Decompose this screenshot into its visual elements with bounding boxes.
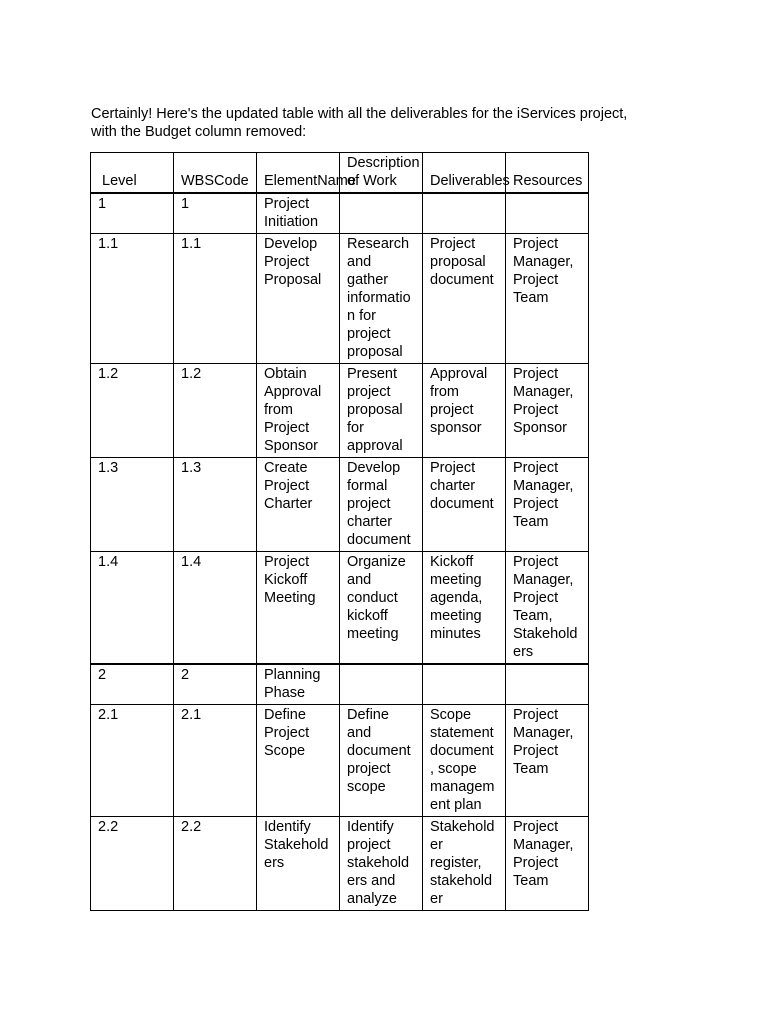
cell-element-name	[257, 364, 340, 458]
cell-description	[340, 664, 423, 705]
header-wbs-code	[174, 153, 257, 194]
table-row	[91, 458, 589, 552]
cell-text-line: Sponsor	[264, 438, 319, 454]
cell-deliverables	[423, 705, 506, 817]
cell-text-line: Project	[513, 460, 559, 476]
cell-text-line: er	[430, 891, 443, 907]
cell-text-line: Manager,	[513, 254, 574, 270]
cell-text-line: Define	[264, 707, 306, 723]
cell-text-line: Proposal	[264, 272, 322, 288]
cell-text-line: Develop	[264, 236, 318, 252]
cell-text-line: gather	[347, 272, 389, 288]
cell-text-line: n for	[347, 308, 377, 324]
cell-text-line: Develop	[347, 460, 401, 476]
cell-deliverables	[423, 664, 506, 705]
header-description	[340, 153, 423, 194]
cell-resources	[506, 234, 589, 364]
cell-text-line: charter	[347, 514, 393, 530]
cell-text-line: 1.4	[98, 554, 119, 570]
cell-text-line: 2.2	[181, 819, 202, 835]
cell-text-line: Project	[513, 590, 559, 606]
cell-text-line: Kickoff	[430, 554, 474, 570]
cell-text-line: from	[430, 384, 459, 400]
cell-text-line: Project	[513, 819, 559, 835]
cell-level	[91, 705, 174, 817]
cell-deliverables	[423, 364, 506, 458]
header-text-line: es	[494, 173, 510, 189]
cell-element-name	[257, 705, 340, 817]
cell-text-line: Team,	[513, 608, 553, 624]
cell-text-line: approval	[347, 438, 403, 454]
cell-text-line: Initiation	[264, 214, 319, 230]
cell-level	[91, 552, 174, 665]
cell-element-name	[257, 552, 340, 665]
cell-level	[91, 817, 174, 911]
cell-text-line: 2.1	[98, 707, 119, 723]
cell-text-line: agenda,	[430, 590, 483, 606]
table-row	[91, 817, 589, 911]
cell-wbs-code	[174, 364, 257, 458]
cell-text-line: Project	[513, 743, 559, 759]
header-text-line: Descriptio	[347, 155, 412, 171]
cell-text-line: Team	[513, 873, 549, 889]
cell-text-line: analyze	[347, 891, 397, 907]
cell-text-line: Identify	[264, 819, 311, 835]
cell-text-line: Identify	[347, 819, 394, 835]
cell-text-line: 2	[98, 667, 107, 683]
cell-level	[91, 234, 174, 364]
cell-text-line: 1.4	[181, 554, 202, 570]
cell-text-line: document	[430, 743, 494, 759]
cell-text-line: Approval	[264, 384, 322, 400]
cell-text-line: document	[430, 272, 494, 288]
cell-text-line: 2.2	[98, 819, 119, 835]
cell-text-line: 2.1	[181, 707, 202, 723]
cell-text-line: project	[347, 837, 391, 853]
cell-text-line: 1	[98, 196, 107, 212]
cell-text-line: Manager,	[513, 725, 574, 741]
cell-text-line: Project	[513, 402, 559, 418]
cell-text-line: for	[347, 420, 364, 436]
cell-description	[340, 234, 423, 364]
intro-line-2: with the Budget column removed:	[91, 124, 307, 140]
cell-text-line: and	[347, 572, 372, 588]
cell-text-line: Approval	[430, 366, 488, 382]
header-text-line: Level	[102, 173, 137, 189]
cell-wbs-code	[174, 193, 257, 234]
header-row	[91, 153, 589, 194]
cell-text-line: Project	[513, 855, 559, 871]
cell-text-line: document	[430, 496, 494, 512]
cell-element-name	[257, 458, 340, 552]
cell-text-line: Project	[264, 196, 310, 212]
cell-wbs-code	[174, 817, 257, 911]
cell-text-line: Scope	[430, 707, 472, 723]
cell-description	[340, 458, 423, 552]
cell-text-line: document	[347, 532, 411, 548]
cell-element-name	[257, 664, 340, 705]
cell-text-line: 1.2	[98, 366, 119, 382]
cell-text-line: meeting	[347, 626, 399, 642]
cell-level	[91, 193, 174, 234]
cell-text-line: stakehold	[430, 873, 493, 889]
cell-element-name	[257, 234, 340, 364]
cell-description	[340, 193, 423, 234]
cell-resources	[506, 193, 589, 234]
wbs-table-header	[91, 153, 589, 194]
cell-resources	[506, 552, 589, 665]
cell-text-line: Research	[347, 236, 410, 252]
intro-paragraph	[91, 105, 691, 141]
header-text-line: n of Work	[347, 155, 420, 189]
cell-description	[340, 705, 423, 817]
cell-text-line: Meeting	[264, 590, 316, 606]
header-deliverables	[423, 153, 510, 194]
cell-element-name	[257, 817, 340, 911]
cell-text-line: er	[430, 837, 443, 853]
cell-text-line: kickoff	[347, 608, 388, 624]
cell-text-line: charter	[430, 478, 476, 494]
cell-text-line: Project	[513, 707, 559, 723]
cell-resources	[506, 364, 589, 458]
cell-text-line: Create	[264, 460, 308, 476]
header-text-line: s	[575, 173, 583, 189]
cell-text-line: Manager,	[513, 572, 574, 588]
cell-text-line: and	[347, 254, 372, 270]
cell-text-line: Team	[513, 761, 549, 777]
cell-wbs-code	[174, 458, 257, 552]
cell-text-line: Manager,	[513, 837, 574, 853]
cell-text-line: Project	[430, 236, 476, 252]
cell-deliverables	[423, 817, 506, 911]
cell-text-line: 1.1	[181, 236, 202, 252]
cell-text-line: meeting	[430, 608, 482, 624]
cell-text-line: sponsor	[430, 420, 482, 436]
cell-text-line: Project	[513, 236, 559, 252]
cell-deliverables	[423, 458, 506, 552]
cell-text-line: Stakehold	[513, 626, 578, 642]
cell-text-line: 1.3	[181, 460, 202, 476]
cell-text-line: proposal	[347, 344, 403, 360]
cell-deliverables	[423, 193, 506, 234]
cell-text-line: project	[347, 384, 391, 400]
header-resources	[506, 153, 589, 194]
cell-text-line: Project	[264, 725, 310, 741]
cell-text-line: Phase	[264, 685, 306, 701]
cell-text-line: Project	[430, 460, 476, 476]
cell-text-line: 2	[181, 667, 190, 683]
cell-text-line: Charter	[264, 496, 313, 512]
cell-text-line: proposal	[347, 402, 403, 418]
table-row	[91, 364, 589, 458]
cell-level	[91, 458, 174, 552]
cell-text-line: Present	[347, 366, 397, 382]
cell-text-line: Team	[513, 290, 549, 306]
cell-deliverables	[423, 234, 506, 364]
cell-text-line: project	[347, 496, 391, 512]
cell-text-line: conduct	[347, 590, 398, 606]
cell-text-line: document	[347, 743, 411, 759]
cell-description	[340, 817, 423, 911]
header-level	[91, 153, 174, 194]
cell-text-line: meeting	[430, 572, 482, 588]
cell-text-line: proposal	[430, 254, 486, 270]
cell-text-line: ers and	[347, 873, 396, 889]
cell-text-line: Team	[513, 514, 549, 530]
cell-text-line: Planning	[264, 667, 321, 683]
header-text-line: Code	[214, 173, 249, 189]
cell-text-line: Stakehold	[264, 837, 329, 853]
phase-row	[91, 664, 589, 705]
cell-text-line: register,	[430, 855, 482, 871]
cell-text-line: Kickoff	[264, 572, 308, 588]
cell-wbs-code	[174, 664, 257, 705]
header-text-line: Deliverabl	[430, 173, 495, 189]
intro-line-1: Certainly! Here's the updated table with all the deliverables for the iServices project,	[91, 106, 628, 122]
cell-resources	[506, 817, 589, 911]
cell-text-line: , scope	[430, 761, 477, 777]
cell-deliverables	[423, 552, 506, 665]
cell-resources	[506, 705, 589, 817]
cell-element-name	[257, 193, 340, 234]
cell-text-line: Project	[264, 420, 310, 436]
cell-text-line: Organize	[347, 554, 406, 570]
header-element-name	[257, 153, 356, 194]
cell-text-line: Sponsor	[513, 420, 568, 436]
cell-text-line: 1.1	[98, 236, 119, 252]
cell-level	[91, 364, 174, 458]
cell-text-line: Project	[264, 254, 310, 270]
wbs-table	[90, 152, 589, 911]
cell-text-line: and	[347, 725, 372, 741]
header-text-line: Element	[264, 173, 318, 189]
cell-text-line: ent plan	[430, 797, 482, 813]
table-row	[91, 234, 589, 364]
cell-text-line: Stakehold	[430, 819, 495, 835]
cell-text-line: Obtain	[264, 366, 307, 382]
cell-text-line: minutes	[430, 626, 481, 642]
table-row	[91, 552, 589, 665]
cell-text-line: from	[264, 402, 293, 418]
table-row	[91, 705, 589, 817]
cell-text-line: Define	[347, 707, 389, 723]
header-text-line: Name	[317, 173, 356, 189]
cell-text-line: Project	[513, 554, 559, 570]
cell-text-line: stakehold	[347, 855, 410, 871]
header-text-line: WBS	[181, 173, 215, 189]
cell-text-line: Project	[513, 496, 559, 512]
cell-text-line: Manager,	[513, 384, 574, 400]
cell-text-line: scope	[347, 779, 386, 795]
phase-row	[91, 193, 589, 234]
cell-text-line: managem	[430, 779, 495, 795]
cell-wbs-code	[174, 705, 257, 817]
cell-level	[91, 664, 174, 705]
cell-description	[340, 364, 423, 458]
header-text-line: Resource	[513, 173, 576, 189]
cell-text-line: Manager,	[513, 478, 574, 494]
cell-text-line: 1	[181, 196, 190, 212]
cell-text-line: 1.3	[98, 460, 119, 476]
cell-text-line: informatio	[347, 290, 411, 306]
cell-text-line: 1.2	[181, 366, 202, 382]
cell-text-line: project	[430, 402, 474, 418]
cell-text-line: Project	[513, 272, 559, 288]
cell-text-line: statement	[430, 725, 494, 741]
cell-resources	[506, 458, 589, 552]
cell-text-line: Scope	[264, 743, 306, 759]
cell-resources	[506, 664, 589, 705]
cell-text-line: Project	[264, 554, 310, 570]
cell-text-line: Project	[264, 478, 310, 494]
cell-text-line: project	[347, 761, 391, 777]
cell-text-line: ers	[264, 855, 285, 871]
cell-text-line: project	[347, 326, 391, 342]
cell-wbs-code	[174, 234, 257, 364]
cell-text-line: formal	[347, 478, 388, 494]
cell-description	[340, 552, 423, 665]
cell-wbs-code	[174, 552, 257, 665]
cell-text-line: ers	[513, 644, 534, 660]
wbs-table-body	[91, 193, 589, 911]
cell-text-line: Project	[513, 366, 559, 382]
